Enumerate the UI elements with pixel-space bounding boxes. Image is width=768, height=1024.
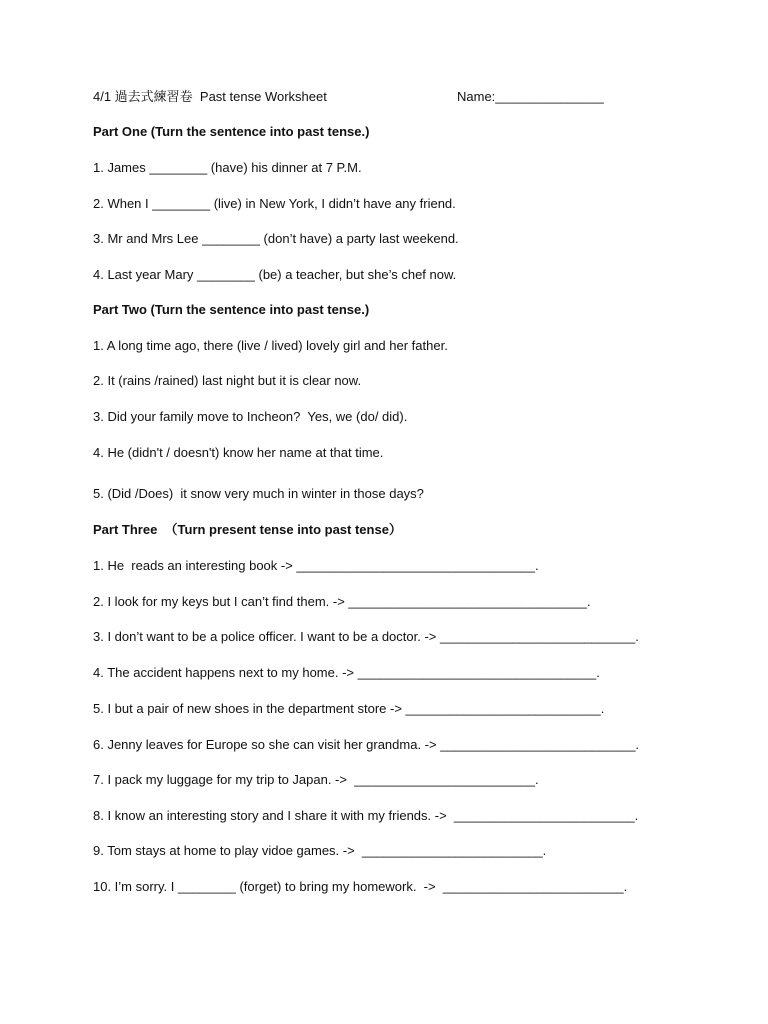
part-two-heading: Part Two (Turn the sentence into past tense.) <box>93 302 370 317</box>
part-two-item-5: 5. (Did /Does) it snow very much in winter in those days? <box>93 486 424 501</box>
part-two-item-2: 2. It (rains /rained) last night but it is clear now. <box>93 373 362 388</box>
part-three-item-2: 2. I look for my keys but I can’t find them. -> _________________________________. <box>93 594 591 609</box>
part-three-item-9: 9. Tom stays at home to play vidoe games. -> _________________________. <box>93 843 547 858</box>
part-three-item-4: 4. The accident happens next to my home. -> _________________________________. <box>93 665 600 680</box>
part-two-item-4: 4. He (didn't / doesn't) know her name at that time. <box>93 445 384 460</box>
part-one-heading: Part One (Turn the sentence into past tense.) <box>93 124 370 139</box>
part-three-item-1: 1. He reads an interesting book -> _________________________________. <box>93 558 539 573</box>
part-one-item-2: 2. When I ________ (live) in New York, I didn’t have any friend. <box>93 196 456 211</box>
name-field: Name:_______________ <box>457 89 604 104</box>
part-three-item-10: 10. I’m sorry. I ________ (forget) to bring my homework. -> _________________________. <box>93 879 628 894</box>
part-three-item-8: 8. I know an interesting story and I share it with my friends. -> _________________________. <box>93 808 639 823</box>
part-one-item-3: 3. Mr and Mrs Lee ________ (don’t have) a party last weekend. <box>93 231 459 246</box>
part-two-item-3: 3. Did your family move to Incheon? Yes, we (do/ did). <box>93 409 408 424</box>
part-three-item-6: 6. Jenny leaves for Europe so she can visit her grandma. -> ___________________________. <box>93 737 640 752</box>
part-three-item-7: 7. I pack my luggage for my trip to Japan. -> _________________________. <box>93 772 539 787</box>
part-one-item-4: 4. Last year Mary ________ (be) a teacher, but she’s chef now. <box>93 267 457 282</box>
part-three-item-3: 3. I don’t want to be a police officer. I want to be a doctor. -> ___________________________. <box>93 629 639 644</box>
worksheet-title: 4/1 過去式練習卷 Past tense Worksheet <box>93 89 327 104</box>
part-two-item-1: 1. A long time ago, there (live / lived) lovely girl and her father. <box>93 338 448 353</box>
part-three-item-5: 5. I but a pair of new shoes in the department store -> ___________________________. <box>93 701 605 716</box>
part-three-heading: Part Three （Turn present tense into past tense） <box>93 522 402 537</box>
part-one-item-1: 1. James ________ (have) his dinner at 7 P.M. <box>93 160 362 175</box>
